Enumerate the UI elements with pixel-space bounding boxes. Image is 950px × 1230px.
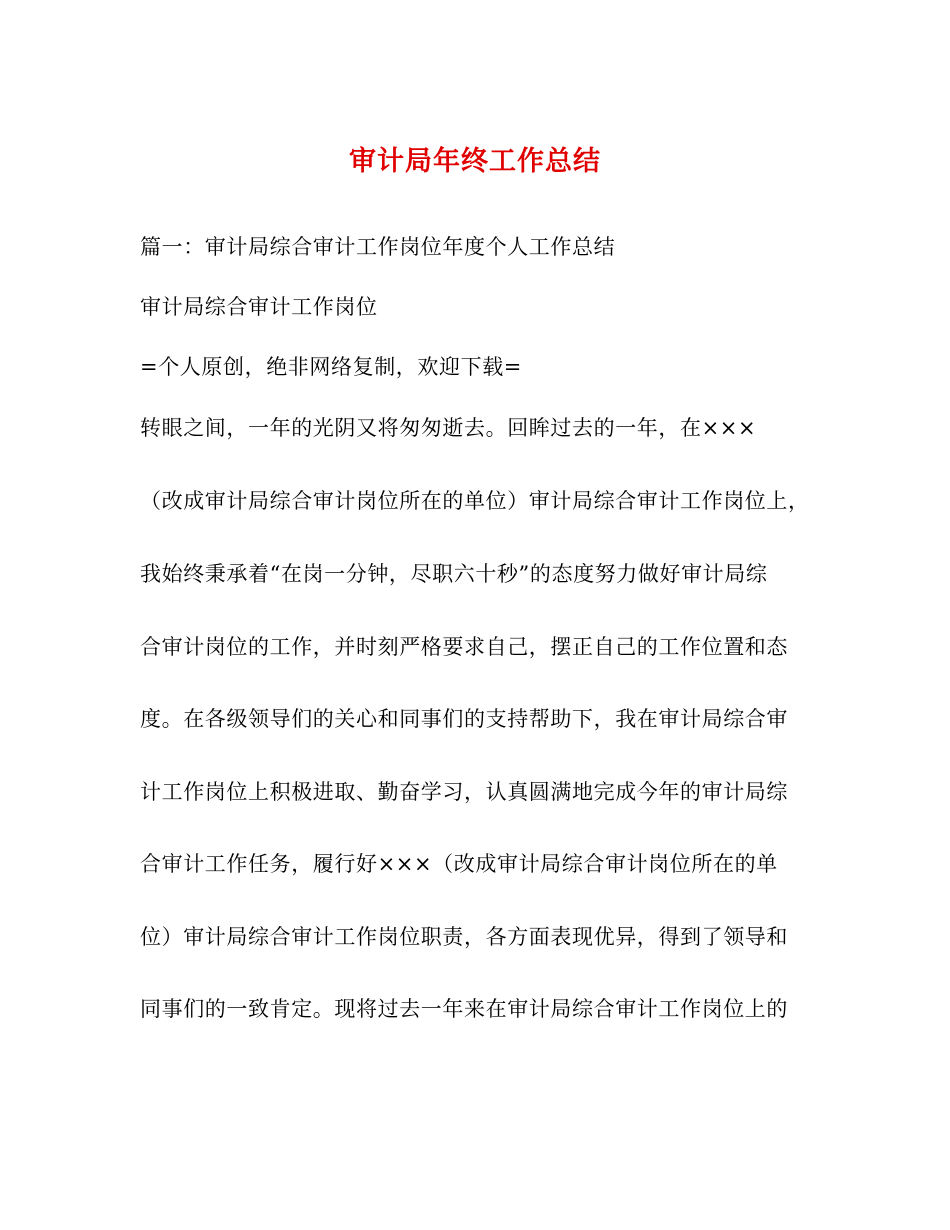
body-line-8: 位）审计局综合审计工作岗位职责，各方面表现优异，得到了领导和 (140, 925, 788, 949)
body-line-5: 度。在各级领导们的关心和同事们的支持帮助下，我在审计局综合审 (140, 707, 788, 731)
section-heading: 篇一：审计局综合审计工作岗位年度个人工作总结 (140, 235, 616, 259)
body-line-9: 同事们的一致肯定。现将过去一年来在审计局综合审计工作岗位上的 (140, 997, 788, 1021)
body-line-6: 计工作岗位上积极进取、勤奋学习，认真圆满地完成今年的审计局综 (140, 780, 788, 804)
body-line-1: 转眼之间，一年的光阴又将匆匆逝去。回眸过去的一年，在××× (140, 416, 757, 440)
body-line-2: （改成审计局综合审计岗位所在的单位）审计局综合审计工作岗位上， (140, 489, 810, 513)
notice-line: =个人原创，绝非网络复制，欢迎下载= (140, 355, 522, 379)
body-line-3: 我始终秉承着“在岗一分钟，尽职六十秒”的态度努力做好审计局综 (140, 562, 768, 586)
body-line-7: 合审计工作任务，履行好×××（改成审计局综合审计岗位所在的单 (140, 852, 778, 876)
position-name: 审计局综合审计工作岗位 (140, 295, 378, 319)
document-title: 审计局年终工作总结 (349, 146, 601, 177)
body-line-4: 合审计岗位的工作，并时刻严格要求自己，摆正自己的工作位置和态 (140, 635, 788, 659)
